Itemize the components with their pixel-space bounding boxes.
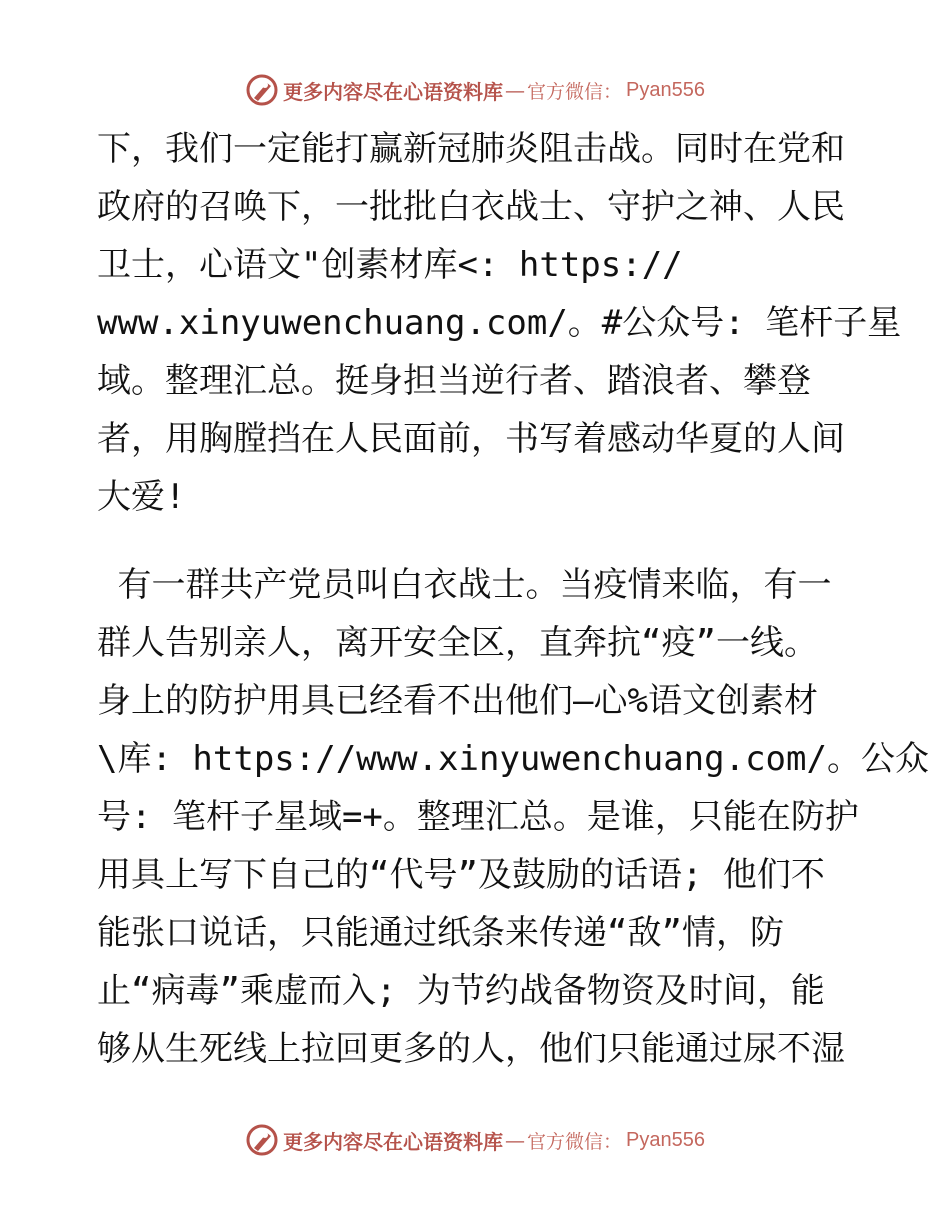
pen-logo-icon	[245, 1123, 279, 1157]
text-line: 域。整理汇总。挺身担当逆行者、踏浪者、攀登	[97, 361, 811, 401]
banner-text: 更多内容尽在心语资料库	[283, 79, 503, 104]
text-line: 身上的防护用具已经看不出他们—心%语文创素材	[97, 681, 818, 721]
text-line: 够从生死线上拉回更多的人，他们只能通过尿不湿	[97, 1029, 845, 1069]
footer-watermark-banner	[0, 1120, 950, 1160]
text-line: 群人告别亲人，离开安全区，直奔抗“疫”一线。	[97, 623, 818, 663]
banner-text: 更多内容尽在心语资料库	[283, 1129, 503, 1154]
text-line: 号: 笔杆子星域=+。整理汇总。是谁，只能在防护	[97, 797, 859, 837]
text-line: www.xinyuwenchuang.com/。#公众号: 笔杆子星	[97, 303, 902, 343]
text-line: \库: https://www.xinyuwenchuang.com/。公众	[97, 739, 929, 779]
banner-separator: —	[505, 78, 525, 102]
banner-wechat-id: Pyan556	[626, 1128, 705, 1151]
paragraph-1	[97, 120, 902, 526]
paragraph-gap	[97, 526, 857, 556]
pen-logo-icon	[245, 73, 279, 107]
text-line: 能张口说话，只能通过纸条来传递“敌”情，防	[97, 913, 784, 953]
text-line: 用具上写下自己的“代号”及鼓励的话语; 他们不	[97, 855, 825, 895]
paragraph-2	[97, 556, 929, 1078]
banner-separator: —	[505, 1128, 525, 1152]
text-line: 者，用胸膛挡在人民面前，书写着感动华夏的人间	[97, 419, 845, 459]
text-line: 政府的召唤下，一批批白衣战士、守护之神、人民	[97, 187, 845, 227]
text-line: 止“病毒”乘虚而入; 为节约战备物资及时间，能	[97, 971, 825, 1011]
text-line: 大爱!	[97, 477, 186, 517]
banner-wechat-id: Pyan556	[626, 78, 705, 101]
document-body	[97, 120, 929, 1078]
banner-wechat-label: 官方微信：	[527, 1130, 623, 1153]
text-line: 卫士，心语文"创素材库<: https://	[97, 245, 683, 285]
text-line: 下，我们一定能打赢新冠肺炎阻击战。同时在党和	[97, 129, 845, 169]
text-line: 有一群共产党员叫白衣战士。当疫情来临，有一	[97, 565, 832, 605]
header-watermark-banner	[0, 70, 950, 110]
banner-wechat-label: 官方微信：	[527, 80, 623, 103]
